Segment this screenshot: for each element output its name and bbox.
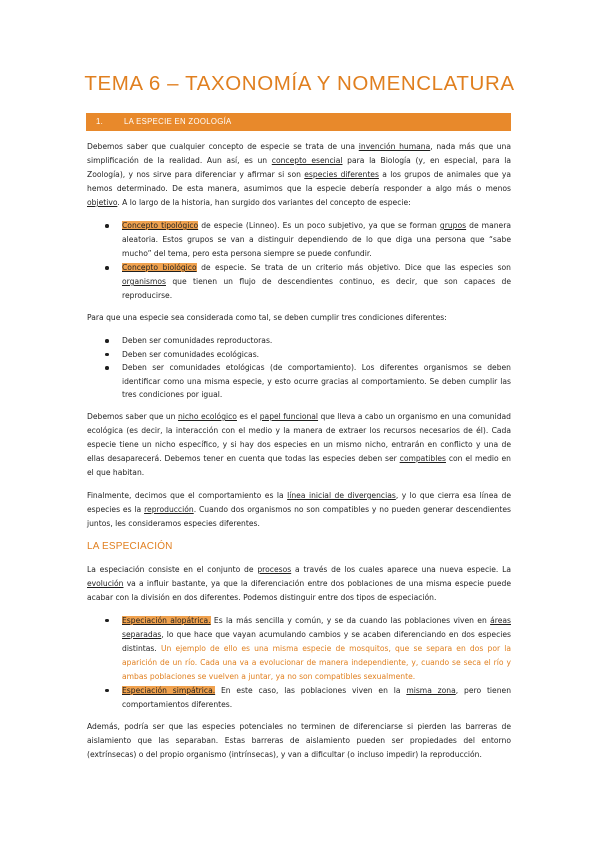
subheading-especiacion: LA ESPECIACIÓN — [87, 540, 173, 552]
list-item: Deben ser comunidades ecológicas. — [122, 348, 511, 362]
term-organismos: organismos — [122, 277, 166, 286]
text: a los grupos de animales que ya hemos determinado. De esta manera, asumimos que la especie debería responder a algo más o menos — [87, 170, 511, 193]
paragraph-conditions: Para que una especie sea considerada como tal, se deben cumplir tres condiciones diferentes: — [87, 313, 447, 322]
term-evolucion: evolución — [87, 578, 124, 588]
term-invencion-humana: invención humana — [358, 142, 431, 151]
text: , nada más que una simplificación de la realidad. Aun así, es un — [87, 142, 511, 165]
list-item — [122, 261, 511, 303]
highlight-simpatrica: Especiación simpátrica. — [122, 685, 216, 695]
section-header — [86, 113, 511, 131]
term-grupos: grupos — [439, 221, 467, 230]
term-compatibles: compatibles — [399, 453, 446, 463]
text: , lo que hace que vayan acumulando cambios y se acaben diferenciando en dos especies distintas. — [122, 629, 511, 653]
term-objetivo: objetivo — [87, 198, 118, 207]
term-nicho-ecologico: nicho ecológico — [177, 411, 237, 421]
conditions-list — [87, 334, 511, 402]
term-linea-inicial: línea inicial de divergencias — [287, 490, 396, 500]
text: En este caso, las poblaciones viven en la — [215, 685, 407, 695]
highlight-concepto-biologico: Concepto biológico — [122, 263, 197, 272]
body-content — [87, 140, 511, 771]
term-papel-funcional: papel funcional — [259, 411, 319, 421]
list-item — [122, 614, 511, 684]
text: . A lo largo de la historia, han surgido dos variantes del concepto de especie: — [117, 198, 411, 207]
text: , pero tienen comportamientos diferentes. — [122, 685, 512, 709]
text: Debemos saber que un — [87, 411, 178, 421]
term-procesos: procesos — [257, 564, 292, 574]
list-item — [122, 219, 511, 261]
concept-list — [87, 219, 511, 303]
speciation-list — [87, 614, 511, 712]
example-text: Un ejemplo de ello es una misma especie de mosquitos, que se separa en dos por la aparición de un río. Cada una va a evolucionar de manera independiente, y, cuando se seca el río y ambas poblaciones se vuelven a juntar, ya no son compatibles sexualmente. — [122, 643, 512, 681]
highlight-alopatrica: Especiación alopátrica. — [122, 615, 211, 625]
text: Finalmente, decimos que el comportamiento es la — [87, 490, 288, 500]
text: Debemos saber que cualquier concepto de especie se trata de una — [87, 142, 359, 151]
list-item — [122, 684, 511, 712]
text: para la Biología (y, en especial, para la Zoología), y nos sirve para diferenciar y afirmar si son — [87, 156, 512, 179]
paragraph-barriers: Además, podría ser que las especies potenciales no terminen de diferenciarse si pierden las barreras de aislamiento que las separaban. Estas barreras de aislamiento pueden ser propiedades del entorno (extrínsecas) o del propio organismo (intrínsecas), y van a dificultar (o incluso impedir) la reproducción. — [87, 721, 511, 759]
text: es el — [236, 411, 260, 421]
text: que tienen un flujo de descendientes continuo, es decir, que son capaces de reproducirse. — [122, 277, 511, 300]
paragraph-niche — [87, 410, 511, 480]
paragraph-speciation — [87, 563, 511, 605]
text: de manera aleatoria. Estos grupos se van a distinguir dependiendo de lo que diga una persona que “sabe mucho” del tema, pero esta persona siempre se puede confundir. — [122, 221, 511, 258]
paragraph-species-concept — [87, 140, 511, 210]
text: a través de los cuales aparece una nueva especie. La — [291, 564, 512, 574]
text: va a influir bastante, ya que la diferenciación entre dos poblaciones de una misma especie puede acabar con la división en dos diferentes. Podemos distinguir entre dos tipos de especiación. — [87, 578, 511, 602]
term-areas-separadas: áreas separadas — [122, 615, 511, 639]
text: que lleva a cabo un organismo en una comunidad ecológica (es decir, la interacción con el medio y la manera de extraer los recursos necesarios de él). Cada especie tiene un nicho específico, y si hay dos especies en un mismo nicho, entrarán en conflicto y una de ellas desaparecerá. Debemos tener en cuenta que todas las especies deben ser — [87, 411, 512, 463]
text: Es la más sencilla y común, y se da cuando las poblaciones viven en — [210, 615, 491, 625]
text: . Cuando dos organismos no son compatibles y no pueden generar descendientes juntos, les consideramos especies diferentes. — [87, 504, 512, 528]
highlight-concepto-tipologico: Concepto tipológico — [122, 221, 199, 230]
term-especies-diferentes: especies diferentes — [304, 170, 379, 179]
page-title: TEMA 6 – TAXONOMÍA Y NOMENCLATURA — [84, 72, 515, 95]
text: de especie. Se trata de un criterio más objetivo. Dice que las especies son — [196, 263, 511, 272]
term-concepto-esencial: concepto esencial — [271, 156, 343, 165]
list-item: Deben ser comunidades etológicas (de comportamiento). Los diferentes organismos se deben identificar como una misma especie, y esto ocurre gracias al comportamiento. Se deben cumplir las tres condiciones por igual. — [122, 361, 511, 402]
term-misma-zona: misma zona — [406, 685, 456, 695]
paragraph-behavior — [87, 489, 511, 531]
text: con el medio en el que habitan. — [87, 453, 511, 477]
text: de especie (Linneo). Es un poco subjetivo, ya que se forman — [198, 221, 440, 230]
term-reproduccion: reproducción — [144, 504, 194, 514]
text: , y lo que cierra esa línea de especies es la — [87, 490, 512, 514]
section-label: LA ESPECIE EN ZOOLOGÍA — [124, 117, 232, 126]
section-number: 1. — [96, 117, 104, 126]
text: La especiación consiste en el conjunto de — [87, 564, 258, 574]
list-item: Deben ser comunidades reproductoras. — [122, 334, 511, 348]
